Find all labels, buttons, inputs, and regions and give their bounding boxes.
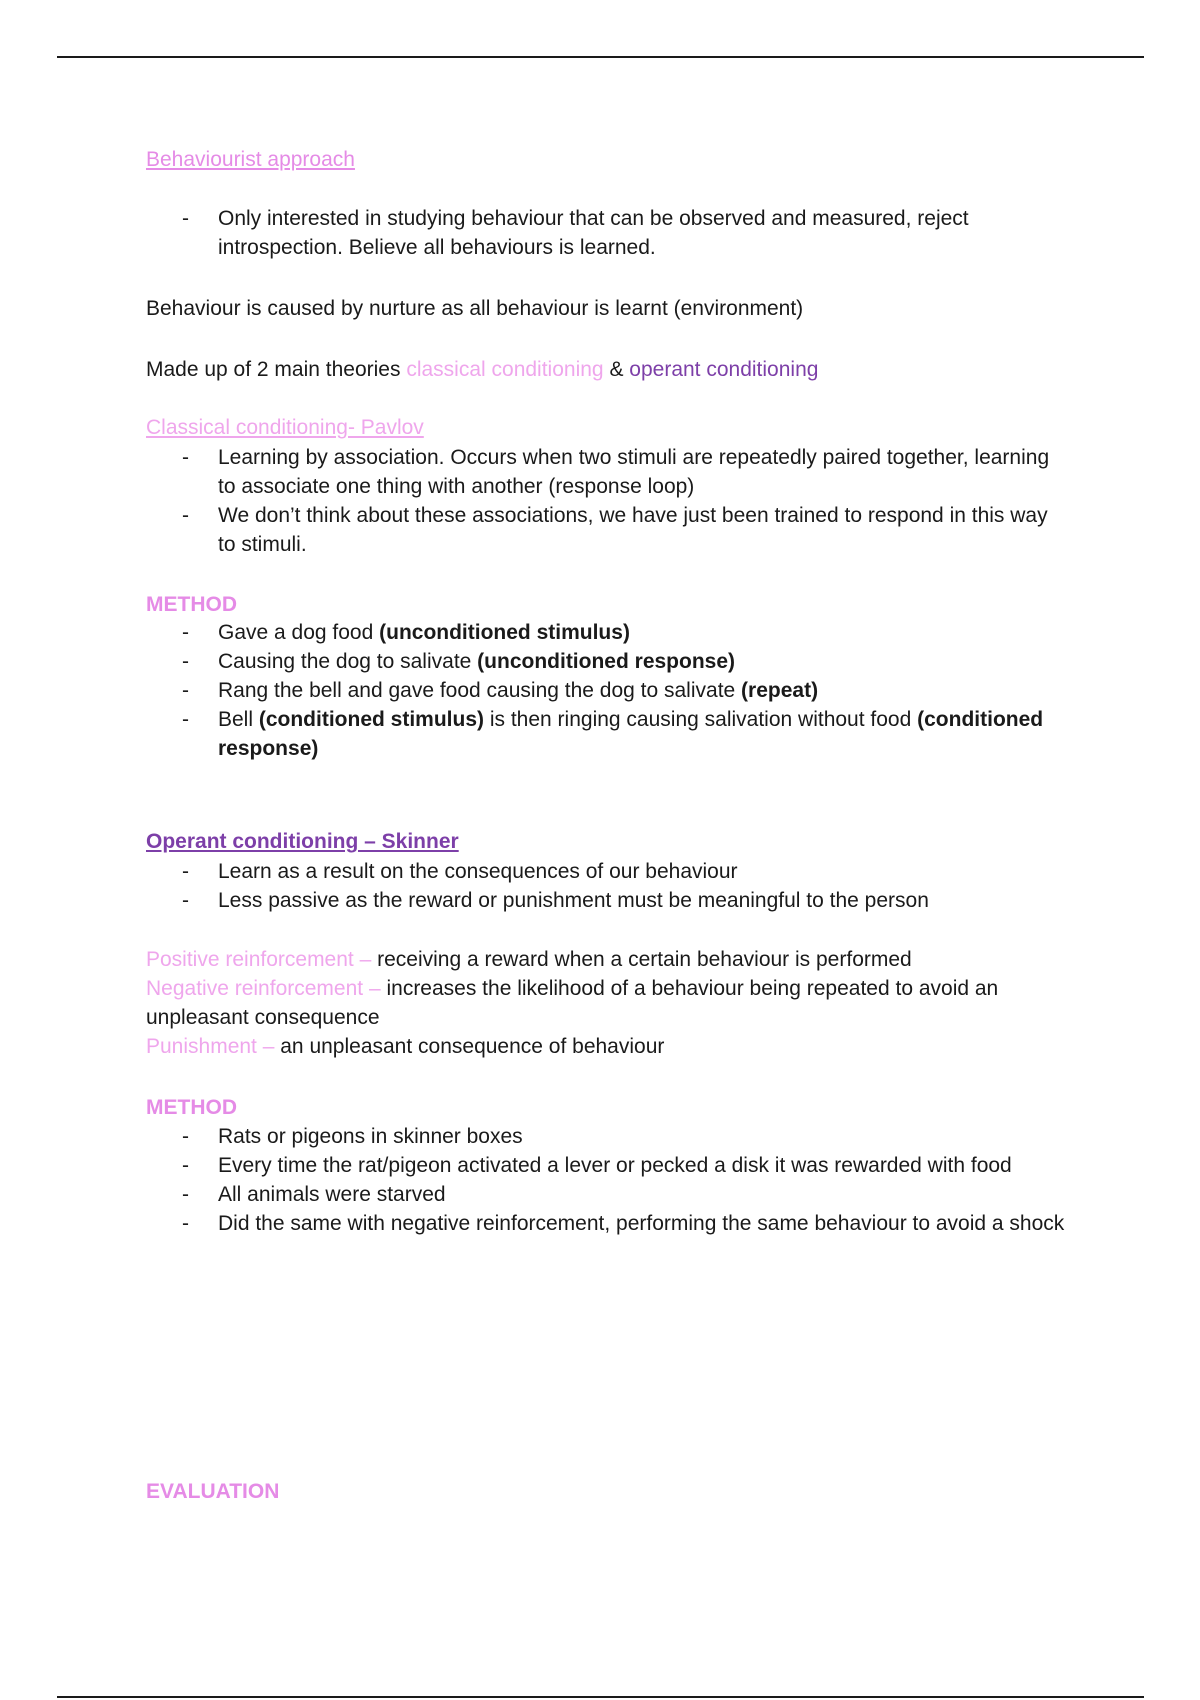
- method-step-text: Gave a dog food: [218, 621, 380, 644]
- method-step-text: is then ringing causing salivation without food: [484, 708, 918, 731]
- dash-marker: -: [182, 889, 189, 912]
- ampersand: &: [603, 358, 630, 381]
- classical-heading: Classical conditioning- Pavlov: [146, 416, 424, 439]
- theories-prefix: Made up of 2 main theories: [146, 358, 407, 381]
- list-item: [146, 1151, 1066, 1180]
- dash-marker: -: [182, 860, 189, 883]
- reinforcement-definitions: [146, 945, 1066, 1061]
- list-item: [146, 676, 1066, 705]
- dash-marker: -: [182, 504, 189, 527]
- list-item: [146, 204, 1066, 262]
- dash-marker: -: [182, 708, 189, 731]
- method-step-term: (unconditioned stimulus): [379, 621, 630, 644]
- classical-method-heading: METHOD: [146, 593, 237, 616]
- list-item: [146, 647, 1066, 676]
- operant-heading: Operant conditioning – Skinner: [146, 830, 459, 853]
- evaluation-heading: EVALUATION: [146, 1480, 280, 1503]
- definition-text: receiving a reward when a certain behaviour is performed: [377, 948, 912, 971]
- list-item: [146, 1209, 1066, 1238]
- list-item: [146, 705, 1066, 763]
- bullet-text: We don’t think about these associations, we have just been trained to respond in this way to stimuli.: [218, 504, 1048, 556]
- classical-method-list: [146, 618, 1066, 763]
- list-item: [146, 501, 1066, 559]
- dash-marker: -: [182, 679, 189, 702]
- definition-text: an unpleasant consequence of behaviour: [280, 1035, 665, 1058]
- definition-negative: [146, 974, 1066, 1032]
- list-item: [146, 1180, 1066, 1209]
- list-item: [146, 618, 1066, 647]
- method-step-term: (conditioned response): [218, 708, 1044, 760]
- method-step-text: Rang the bell and gave food causing the dog to salivate: [218, 679, 742, 702]
- definition-term: Negative reinforcement –: [146, 977, 387, 1000]
- theories-statement: [146, 355, 1066, 384]
- method-step-term: (repeat): [741, 679, 819, 702]
- method-step-term: (conditioned stimulus): [258, 708, 485, 731]
- classical-term: classical conditioning: [406, 358, 604, 381]
- page-title: Behaviourist approach: [146, 148, 355, 171]
- bottom-rule: [57, 1696, 1144, 1698]
- dash-marker: -: [182, 1212, 189, 1235]
- definition-term: Positive reinforcement –: [146, 948, 378, 971]
- dash-marker: -: [182, 1183, 189, 1206]
- method-step-text: Causing the dog to salivate: [218, 650, 478, 673]
- operant-method-heading: METHOD: [146, 1096, 237, 1119]
- classical-bullet-list: [146, 443, 1066, 559]
- definition-positive: [146, 945, 1066, 974]
- dash-marker: -: [182, 446, 189, 469]
- method-step-text: Rats or pigeons in skinner boxes: [218, 1125, 523, 1148]
- bullet-text: Learn as a result on the consequences of our behaviour: [218, 860, 738, 883]
- dash-marker: -: [182, 1125, 189, 1148]
- bullet-text: Learning by association. Occurs when two stimuli are repeatedly paired together, learning to associate one thing with another (response loop): [218, 446, 1050, 498]
- bullet-text: Less passive as the reward or punishment must be meaningful to the person: [218, 889, 929, 912]
- operant-bullet-list: [146, 857, 1066, 915]
- nurture-statement: Behaviour is caused by nurture as all behaviour is learnt (environment): [146, 297, 804, 320]
- definition-punishment: [146, 1032, 1066, 1061]
- method-step-text: Did the same with negative reinforcement, performing the same behaviour to avoid a shock: [218, 1212, 1065, 1235]
- dash-marker: -: [182, 1154, 189, 1177]
- method-step-term: (unconditioned response): [477, 650, 736, 673]
- dash-marker: -: [182, 207, 189, 230]
- list-item: [146, 443, 1066, 501]
- operant-method-list: [146, 1122, 1066, 1238]
- method-step-text: All animals were starved: [218, 1183, 446, 1206]
- definition-text: increases the likelihood of a behaviour being repeated to avoid an unpleasant consequence: [146, 977, 999, 1029]
- list-item: [146, 857, 1066, 886]
- list-item: [146, 886, 1066, 915]
- dash-marker: -: [182, 621, 189, 644]
- list-item: [146, 1122, 1066, 1151]
- operant-term: operant conditioning: [629, 358, 819, 381]
- dash-marker: -: [182, 650, 189, 673]
- definition-term: Punishment –: [146, 1035, 281, 1058]
- method-step-text: Bell: [218, 708, 259, 731]
- bullet-text: Only interested in studying behaviour that can be observed and measured, reject introspection. Believe all behaviours is learned.: [218, 207, 969, 259]
- top-rule: [57, 56, 1144, 58]
- intro-bullet-list: [146, 204, 1066, 262]
- method-step-text: Every time the rat/pigeon activated a lever or pecked a disk it was rewarded with food: [218, 1154, 1012, 1177]
